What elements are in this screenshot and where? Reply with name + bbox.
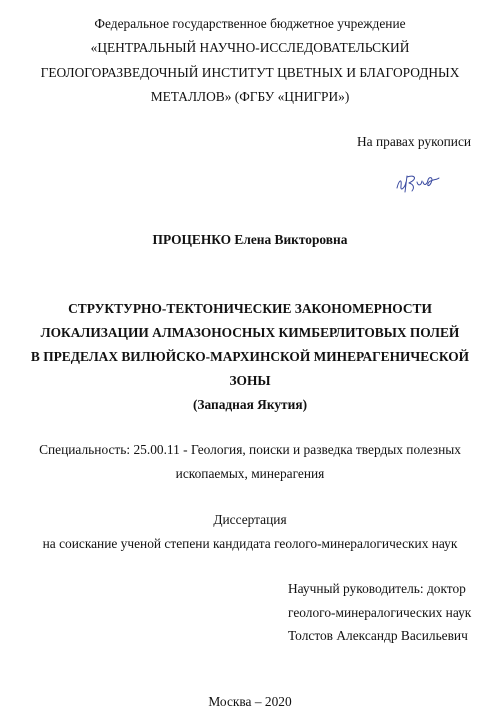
degree-line: на соискание ученой степени кандидата геолого-минералогических наук <box>42 536 458 551</box>
dissertation-label: Диссертация <box>213 512 287 527</box>
thesis-title-line-1: СТРУКТУРНО-ТЕКТОНИЧЕСКИЕ ЗАКОНОМЕРНОСТИ <box>68 301 432 316</box>
thesis-title-line-3: В ПРЕДЕЛАХ ВИЛЮЙСКО-МАРХИНСКОЙ МИНЕРАГЕНИЧЕСКОЙ <box>30 349 470 364</box>
specialty-line-1: Специальность: 25.00.11 - Геология, поиски и разведка твердых полезных <box>39 442 461 457</box>
supervisor-line-2: геолого-минералогических наук <box>288 605 472 620</box>
institution-line-4: МЕТАЛЛОВ» (ФГБУ «ЦНИГРИ») <box>150 89 350 104</box>
signature-icon <box>393 170 447 196</box>
manuscript-note: На правах рукописи <box>357 134 472 149</box>
city-year: Москва – 2020 <box>208 694 292 709</box>
author-name: ПРОЦЕНКО Елена Викторовна <box>152 232 348 247</box>
thesis-title-line-2: ЛОКАЛИЗАЦИИ АЛМАЗОНОСНЫХ КИМБЕРЛИТОВЫХ ПОЛЕЙ <box>40 325 460 340</box>
institution-line-1: Федеральное государственное бюджетное учреждение <box>94 16 406 31</box>
supervisor-line-1: Научный руководитель: доктор <box>288 581 466 596</box>
institution-line-3: ГЕОЛОГОРАЗВЕДОЧНЫЙ ИНСТИТУТ ЦВЕТНЫХ И БЛАГОРОДНЫХ <box>40 65 460 80</box>
thesis-region: (Западная Якутия) <box>192 397 308 412</box>
thesis-title-line-4: ЗОНЫ <box>229 373 271 388</box>
specialty-line-2: ископаемых, минерагения <box>175 466 325 481</box>
institution-line-2: «ЦЕНТРАЛЬНЫЙ НАУЧНО-ИССЛЕДОВАТЕЛЬСКИЙ <box>90 40 410 55</box>
supervisor-line-3: Толстов Александр Васильевич <box>288 628 468 643</box>
